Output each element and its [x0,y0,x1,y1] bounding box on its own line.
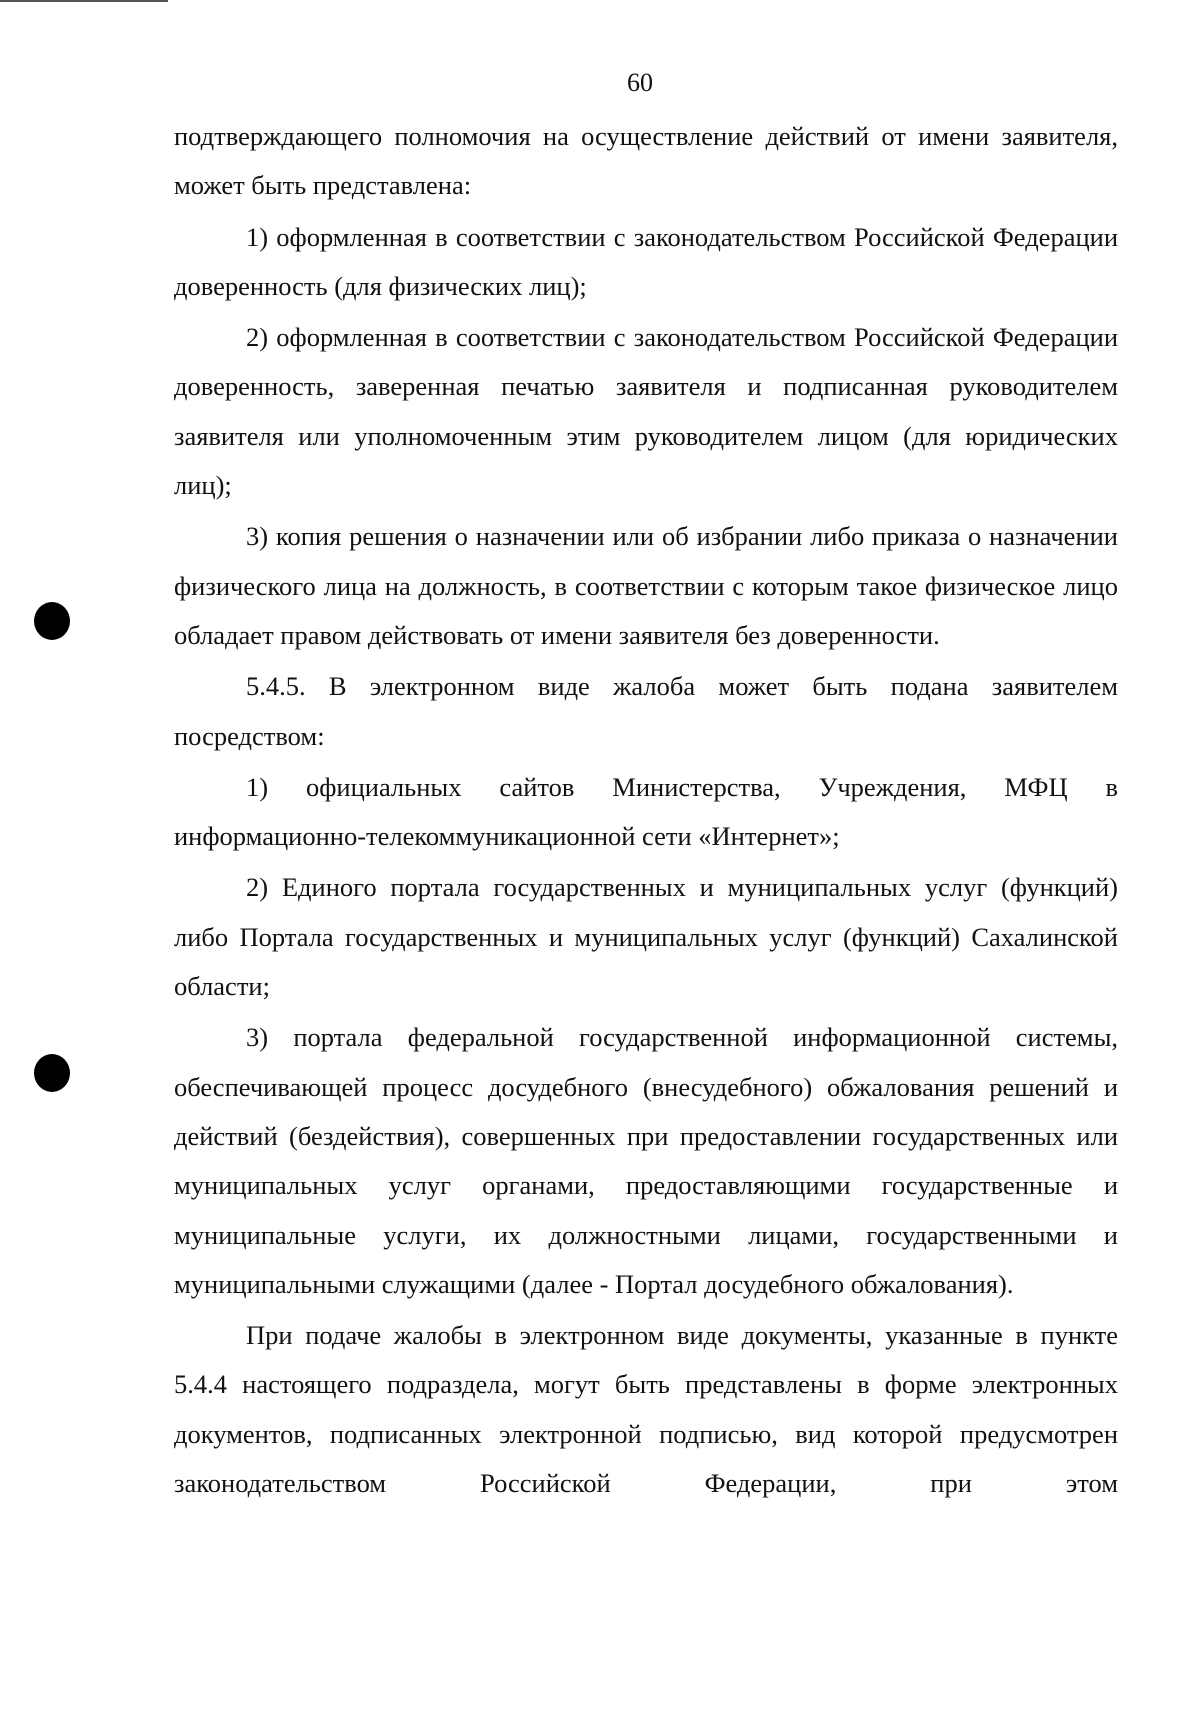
list-item-appointment-decision-copy: 3) копия решения о назначении или об избрании либо приказа о назначении физического лица на должность, в соответствии с которым такое физическое лицо обладает правом действовать от имени заявителя без доверенности. [174,521,1118,650]
scan-edge-rule [0,0,168,2]
list-item-unified-portal: 2) Единого портала государственных и муниципальных услуг (функций) либо Портала государственных и муниципальных услуг (функций) Сахалинской области; [174,872,1118,1002]
list-item-power-of-attorney-individuals: 1) оформленная в соответствии с законодательством Российской Федерации доверенность (для физических лиц); [174,221,1118,301]
punch-hole-lower [34,1054,70,1092]
paragraph-5-4-5: 5.4.5. В электронном виде жалоба может быть подана заявителем посредством: [174,671,1118,751]
punch-hole-upper [34,602,70,640]
list-item-official-websites: 1) официальных сайтов Министерства, Учреждения, МФЦ в информационно-телекоммуникационной сети «Интернет»; [174,771,1118,852]
list-item-power-of-attorney-legal-entities: 2) оформленная в соответствии с законодательством Российской Федерации доверенность, заверенная печатью заявителя и подписанная руководителем заявителя или уполномоченным этим руководителем лицом (для юридических лиц); [174,322,1118,501]
document-body [174,112,1118,1508]
paragraph-electronic-documents: При подаче жалобы в электронном виде документы, указанные в пункте 5.4.4 настоящего подраздела, могут быть представлены в форме электронных документов, подписанных электронной подписью, вид которой предусмотрен законодательством Российской Федерации, при этом [174,1320,1118,1499]
list-item-pretrial-appeal-portal: 3) портала федеральной государственной информационной системы, обеспечивающей процесс досудебного (внесудебного) обжалования решений и действий (бездействия), совершенных при предоставлении государственных или муниципальных услуг органами, предоставляющими государственные и муниципальные услуги, их должностными лицами, государственными и муниципальными служащими (далее - Портал досудебного обжалования). [174,1022,1118,1299]
page-number: 60 [627,68,653,97]
paragraph-continuation: подтверждающего полномочия на осуществление действий от имени заявителя, может быть представлена: [174,121,1118,201]
